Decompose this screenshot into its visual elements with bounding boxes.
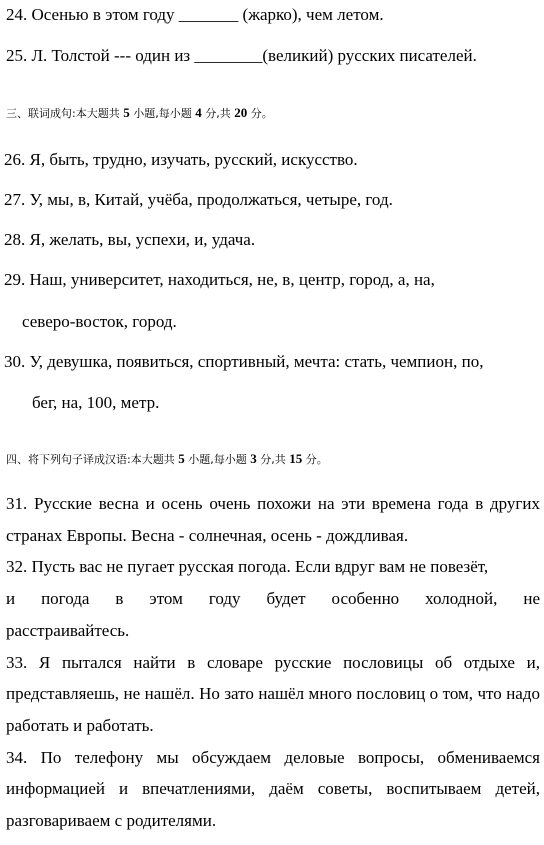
question-33: 33. Я пытался найти в словаре русские пословицы об отдыхе и, представляешь, не нашёл. Но зато нашёл много пословиц о том, что надо работать и работать. (6, 652, 540, 735)
question-25: 25. Л. Толстой --- один из ________(великий) русских писателей. (6, 46, 477, 65)
section-4-heading: 四、将下列句子译成汉语:本大题共 5 小题,每小题 3 分,共 15 分。 (6, 451, 328, 466)
question-29-line-2: северо-восток, город. (22, 312, 177, 331)
question-32-line-3: расстраивайтесь. (6, 620, 130, 640)
question-29-line-1: 29. Наш, университет, находиться, не, в, центр, город, а, на, (4, 270, 435, 289)
question-28: 28. Я, желать, вы, успехи, и, удача. (4, 230, 256, 249)
question-30-line-2: бег, на, 100, метр. (32, 393, 160, 412)
question-24: 24. Осенью в этом году _______ (жарко), чем летом. (6, 5, 384, 24)
question-32-line-1: 32. Пусть вас не пугает русская погода. Если вдруг вам не повезёт, (6, 557, 489, 577)
question-27: 27. У, мы, в, Китай, учёба, продолжаться, четыре, год. (4, 190, 393, 209)
question-30-line-1: 30. У, девушка, появиться, спортивный, мечта: стать, чемпион, по, (4, 352, 484, 371)
translation-block (6, 488, 540, 837)
question-32-line-2: и погода в этом году будет особенно холодной, не (6, 589, 540, 609)
question-26: 26. Я, быть, трудно, изучать, русский, искусство. (4, 150, 358, 169)
question-31: 31. Русские весна и осень очень похожи на эти времена года в других странах Европы. Весна - солнечная, осень - дождливая. (6, 494, 540, 545)
section-3-heading: 三、联词成句:本大题共 5 小题,每小题 4 分,共 20 分。 (6, 105, 273, 120)
question-34: 34. По телефону мы обсуждаем деловые вопросы, обмениваемся информацией и впечатлениями, даём советы, воспитываем детей, разговариваем с родителями. (6, 747, 540, 831)
